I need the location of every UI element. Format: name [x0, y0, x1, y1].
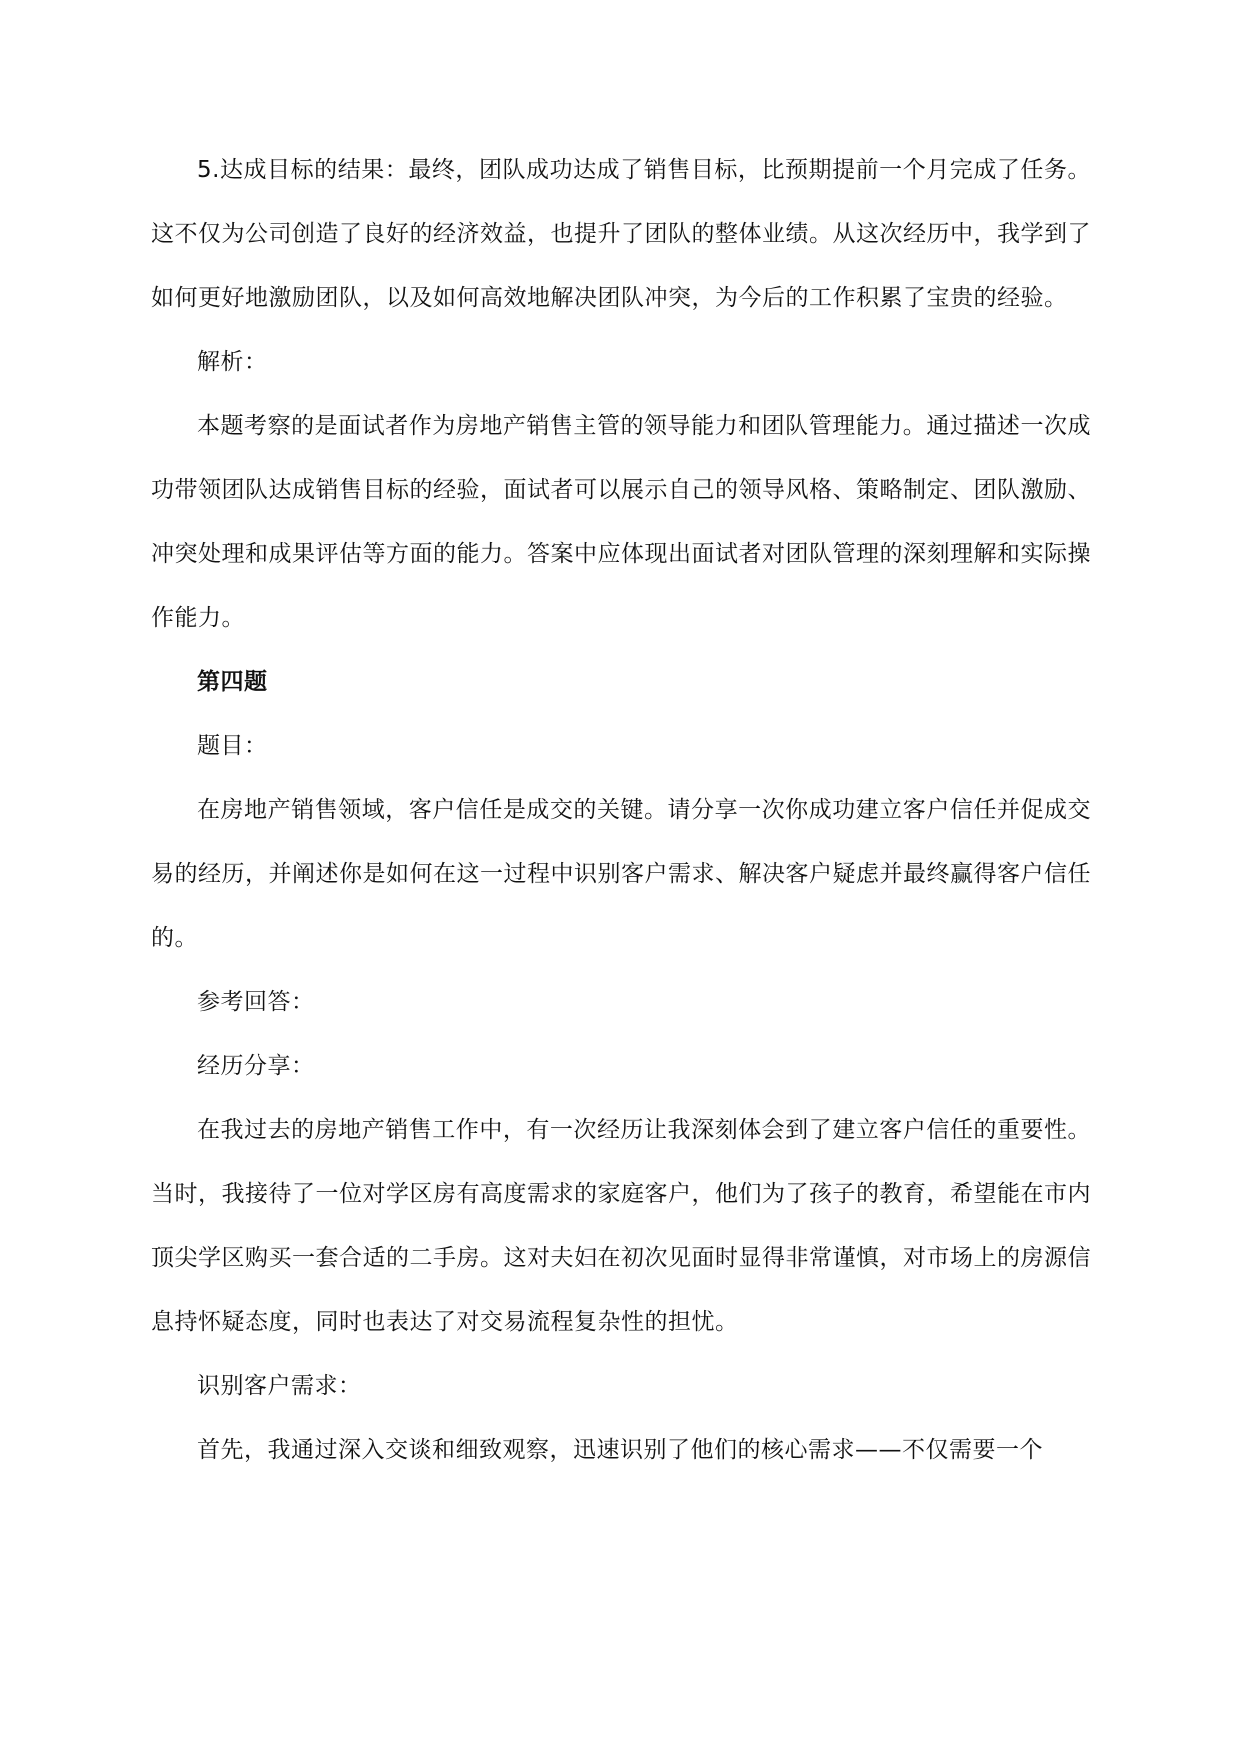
label-experience-sharing: 经历分享：: [197, 1053, 315, 1079]
paragraph-identify-needs: 首先，我通过深入交谈和细致观察，迅速识别了他们的核心需求——不仅需要一个: [197, 1437, 1043, 1463]
label-identify-needs: 识别客户需求：: [197, 1373, 362, 1399]
document-body: [151, 138, 1091, 1482]
label-question: 题目：: [197, 733, 268, 759]
paragraph-analysis: 本题考察的是面试者作为房地产销售主管的领导能力和团队管理能力。通过描述一次成功带领团队达成销售目标的经验，面试者可以展示自己的领导风格、策略制定、团队激励、冲突处理和成果评估等方面的能力。答案中应体现出面试者对团队管理的深刻理解和实际操作能力。: [151, 413, 1091, 631]
label-reference-answer: 参考回答：: [197, 989, 315, 1015]
section-heading-question-4: 第四题: [197, 669, 268, 695]
label-analysis: 解析：: [197, 349, 268, 375]
paragraph-experience: 在我过去的房地产销售工作中，有一次经历让我深刻体会到了建立客户信任的重要性。当时，我接待了一位对学区房有高度需求的家庭客户，他们为了孩子的教育，希望能在市内顶尖学区购买一套合适的二手房。这对夫妇在初次见面时显得非常谨慎，对市场上的房源信息持怀疑态度，同时也表达了对交易流程复杂性的担忧。: [151, 1117, 1091, 1335]
paragraph-question: 在房地产销售领域，客户信任是成交的关键。请分享一次你成功建立客户信任并促成交易的经历，并阐述你是如何在这一过程中识别客户需求、解决客户疑虑并最终赢得客户信任的。: [151, 797, 1091, 951]
paragraph-result: 5.达成目标的结果：最终，团队成功达成了销售目标，比预期提前一个月完成了任务。这不仅为公司创造了良好的经济效益，也提升了团队的整体业绩。从这次经历中，我学到了如何更好地激励团队，以及如何高效地解决团队冲突，为今后的工作积累了宝贵的经验。: [151, 157, 1091, 311]
